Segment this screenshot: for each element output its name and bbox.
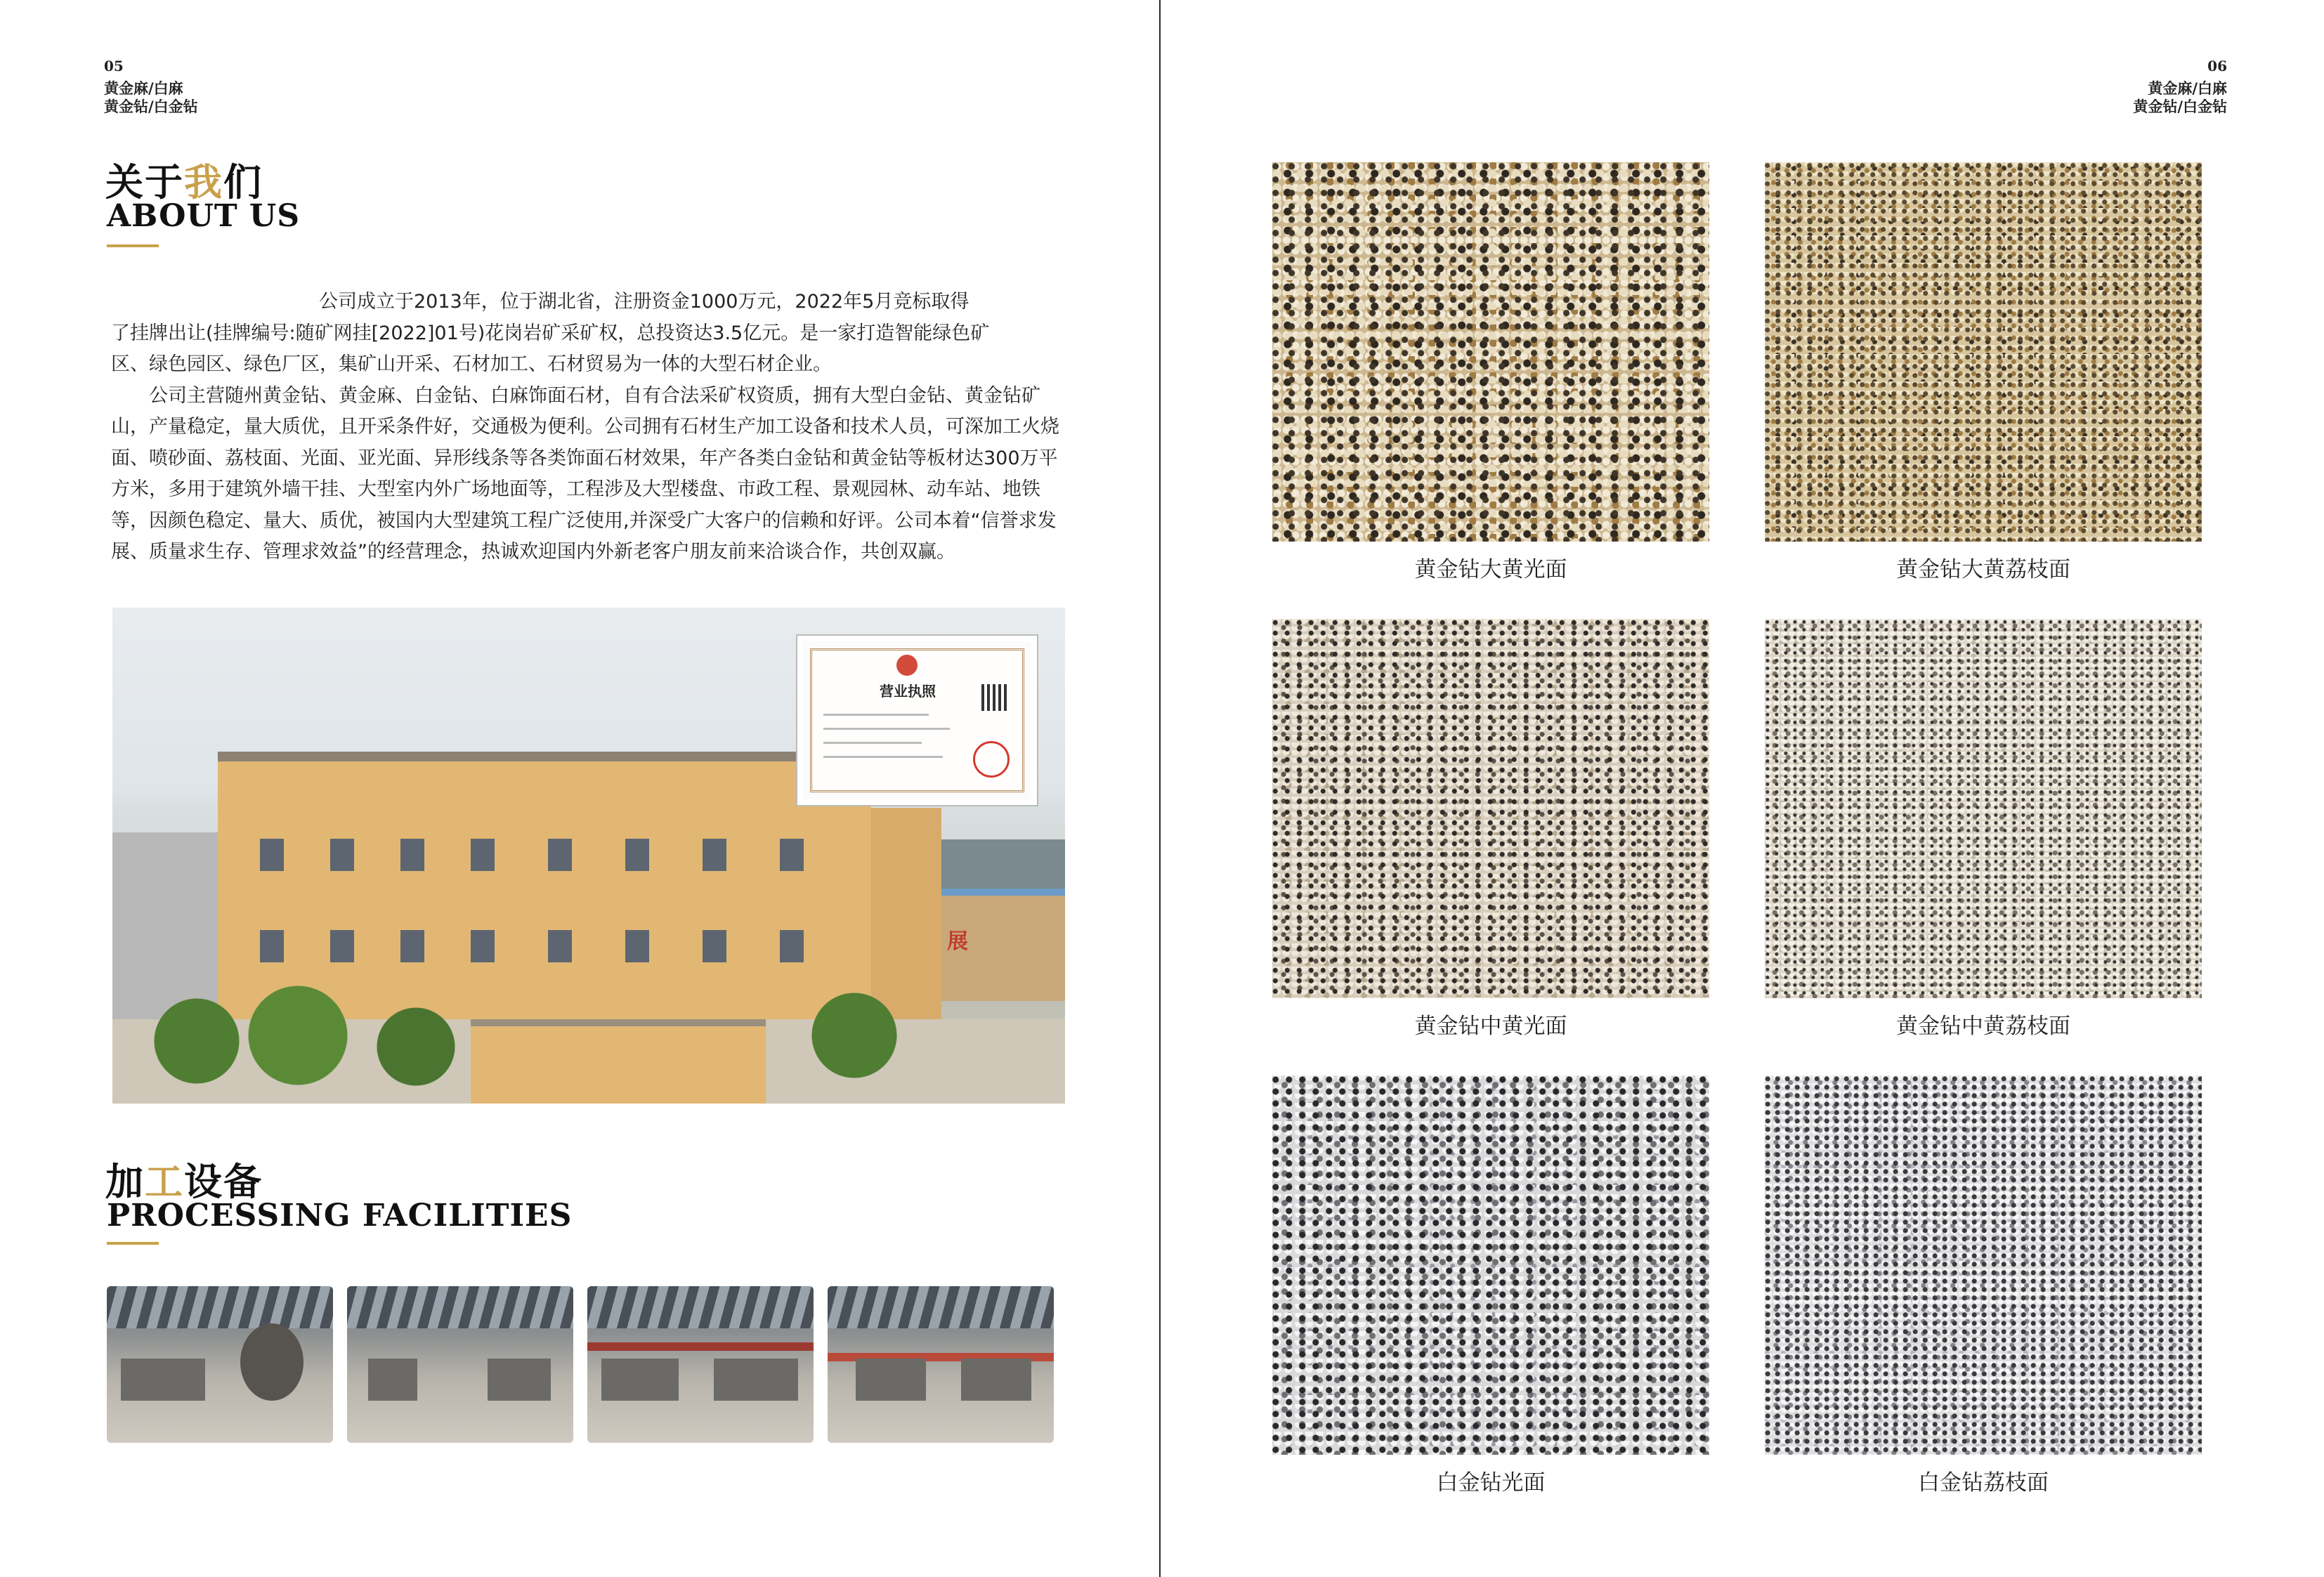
right-page <box>1161 0 2324 1577</box>
stone-swatch-6 <box>1765 1075 2202 1455</box>
about-title-cn: 关于我们 <box>105 159 263 204</box>
facility-photo-1 <box>107 1286 333 1443</box>
stone-swatch-2 <box>1765 162 2202 542</box>
about-paragraph-1-line-3: 区、绿色园区、绿色厂区，集矿山开采、石材加工、石材贸易为一体的大型石材企业。 <box>111 353 832 375</box>
stone-label-2: 黄金钻大黄荔枝面 <box>1896 557 2070 582</box>
about-body <box>111 287 1066 568</box>
processing-underline <box>107 1242 159 1245</box>
stone-label-4: 黄金钻中黄荔枝面 <box>1896 1014 2070 1039</box>
page-header-line1: 黄金麻/白麻 <box>104 80 183 97</box>
stone-swatch-3 <box>1272 619 1709 998</box>
processing-title-cn: 加工设备 <box>105 1159 263 1204</box>
page-header-line1: 黄金麻/白麻 <box>2148 80 2227 97</box>
qr-code-icon <box>981 684 1008 711</box>
building-sign: 展 <box>947 929 968 954</box>
stone-label-3: 黄金钻中黄光面 <box>1414 1014 1567 1039</box>
about-paragraph-1-line-1: 公司成立于2013年，位于湖北省，注册资金1000万元，2022年5月竞标取得 <box>319 291 970 313</box>
page-number: 05 <box>104 58 124 74</box>
page-header-line2: 黄金钻/白金钻 <box>2133 98 2227 115</box>
workshop-shed <box>941 889 1065 1001</box>
facility-photo-3 <box>587 1286 814 1443</box>
stone-label-5: 白金钻光面 <box>1436 1470 1546 1496</box>
business-license-image <box>797 636 1037 805</box>
stone-swatch-1 <box>1272 162 1709 542</box>
stone-label-1: 黄金钻大黄光面 <box>1414 557 1567 582</box>
national-emblem-icon <box>896 655 918 676</box>
page-header-line2: 黄金钻/白金钻 <box>104 98 198 115</box>
stone-label-6: 白金钻荔枝面 <box>1918 1470 2049 1496</box>
factory-photo <box>112 608 1065 1104</box>
facility-photo-2 <box>347 1286 573 1443</box>
page-number: 06 <box>2207 58 2227 74</box>
facility-photo-4 <box>828 1286 1054 1443</box>
stone-swatch-5 <box>1272 1075 1709 1455</box>
small-building <box>471 1019 766 1104</box>
red-seal-icon <box>973 741 1010 778</box>
about-paragraph-1-line-2: 了挂牌出让(挂牌编号:随矿网挂[2022]01号)花岗岩矿采矿权，总投资达3.5亿元。是一家打造智能绿色矿 <box>111 322 990 344</box>
processing-title-en: PROCESSING FACILITIES <box>107 1198 573 1234</box>
license-title: 营业执照 <box>880 683 936 700</box>
about-title-en: ABOUT US <box>107 198 301 234</box>
left-page <box>0 0 1159 1577</box>
about-underline <box>107 244 159 247</box>
stone-swatch-4 <box>1765 619 2202 998</box>
about-paragraph-2: 公司主营随州黄金钻、黄金麻、白金钻、白麻饰面石材，自有合法采矿权资质，拥有大型白金钻、黄金钻矿山，产量稳定，量大质优，且开采条件好，交通极为便利。公司拥有石材生产加工设备和技术人员，可深加工火烧面、喷砂面、荔枝面、光面、亚光面、异形线条等各类饰面石材效果，年产各类白金钻和黄金钻等板材达300万平方米，多用于建筑外墙干挂、大型室内外广场地面等，工程涉及大型楼盘、市政工程、景观园林、动车站、地铁等，因颜色稳定、量大、质优，被国内大型建筑工程广泛使用,并深受广大客户的信赖和好评。公司本着“信誉求发展、质量求生存、管理求效益”的经营理念，热诚欢迎国内外新老客户朋友前来洽谈合作，共创双赢。 <box>111 384 1059 563</box>
